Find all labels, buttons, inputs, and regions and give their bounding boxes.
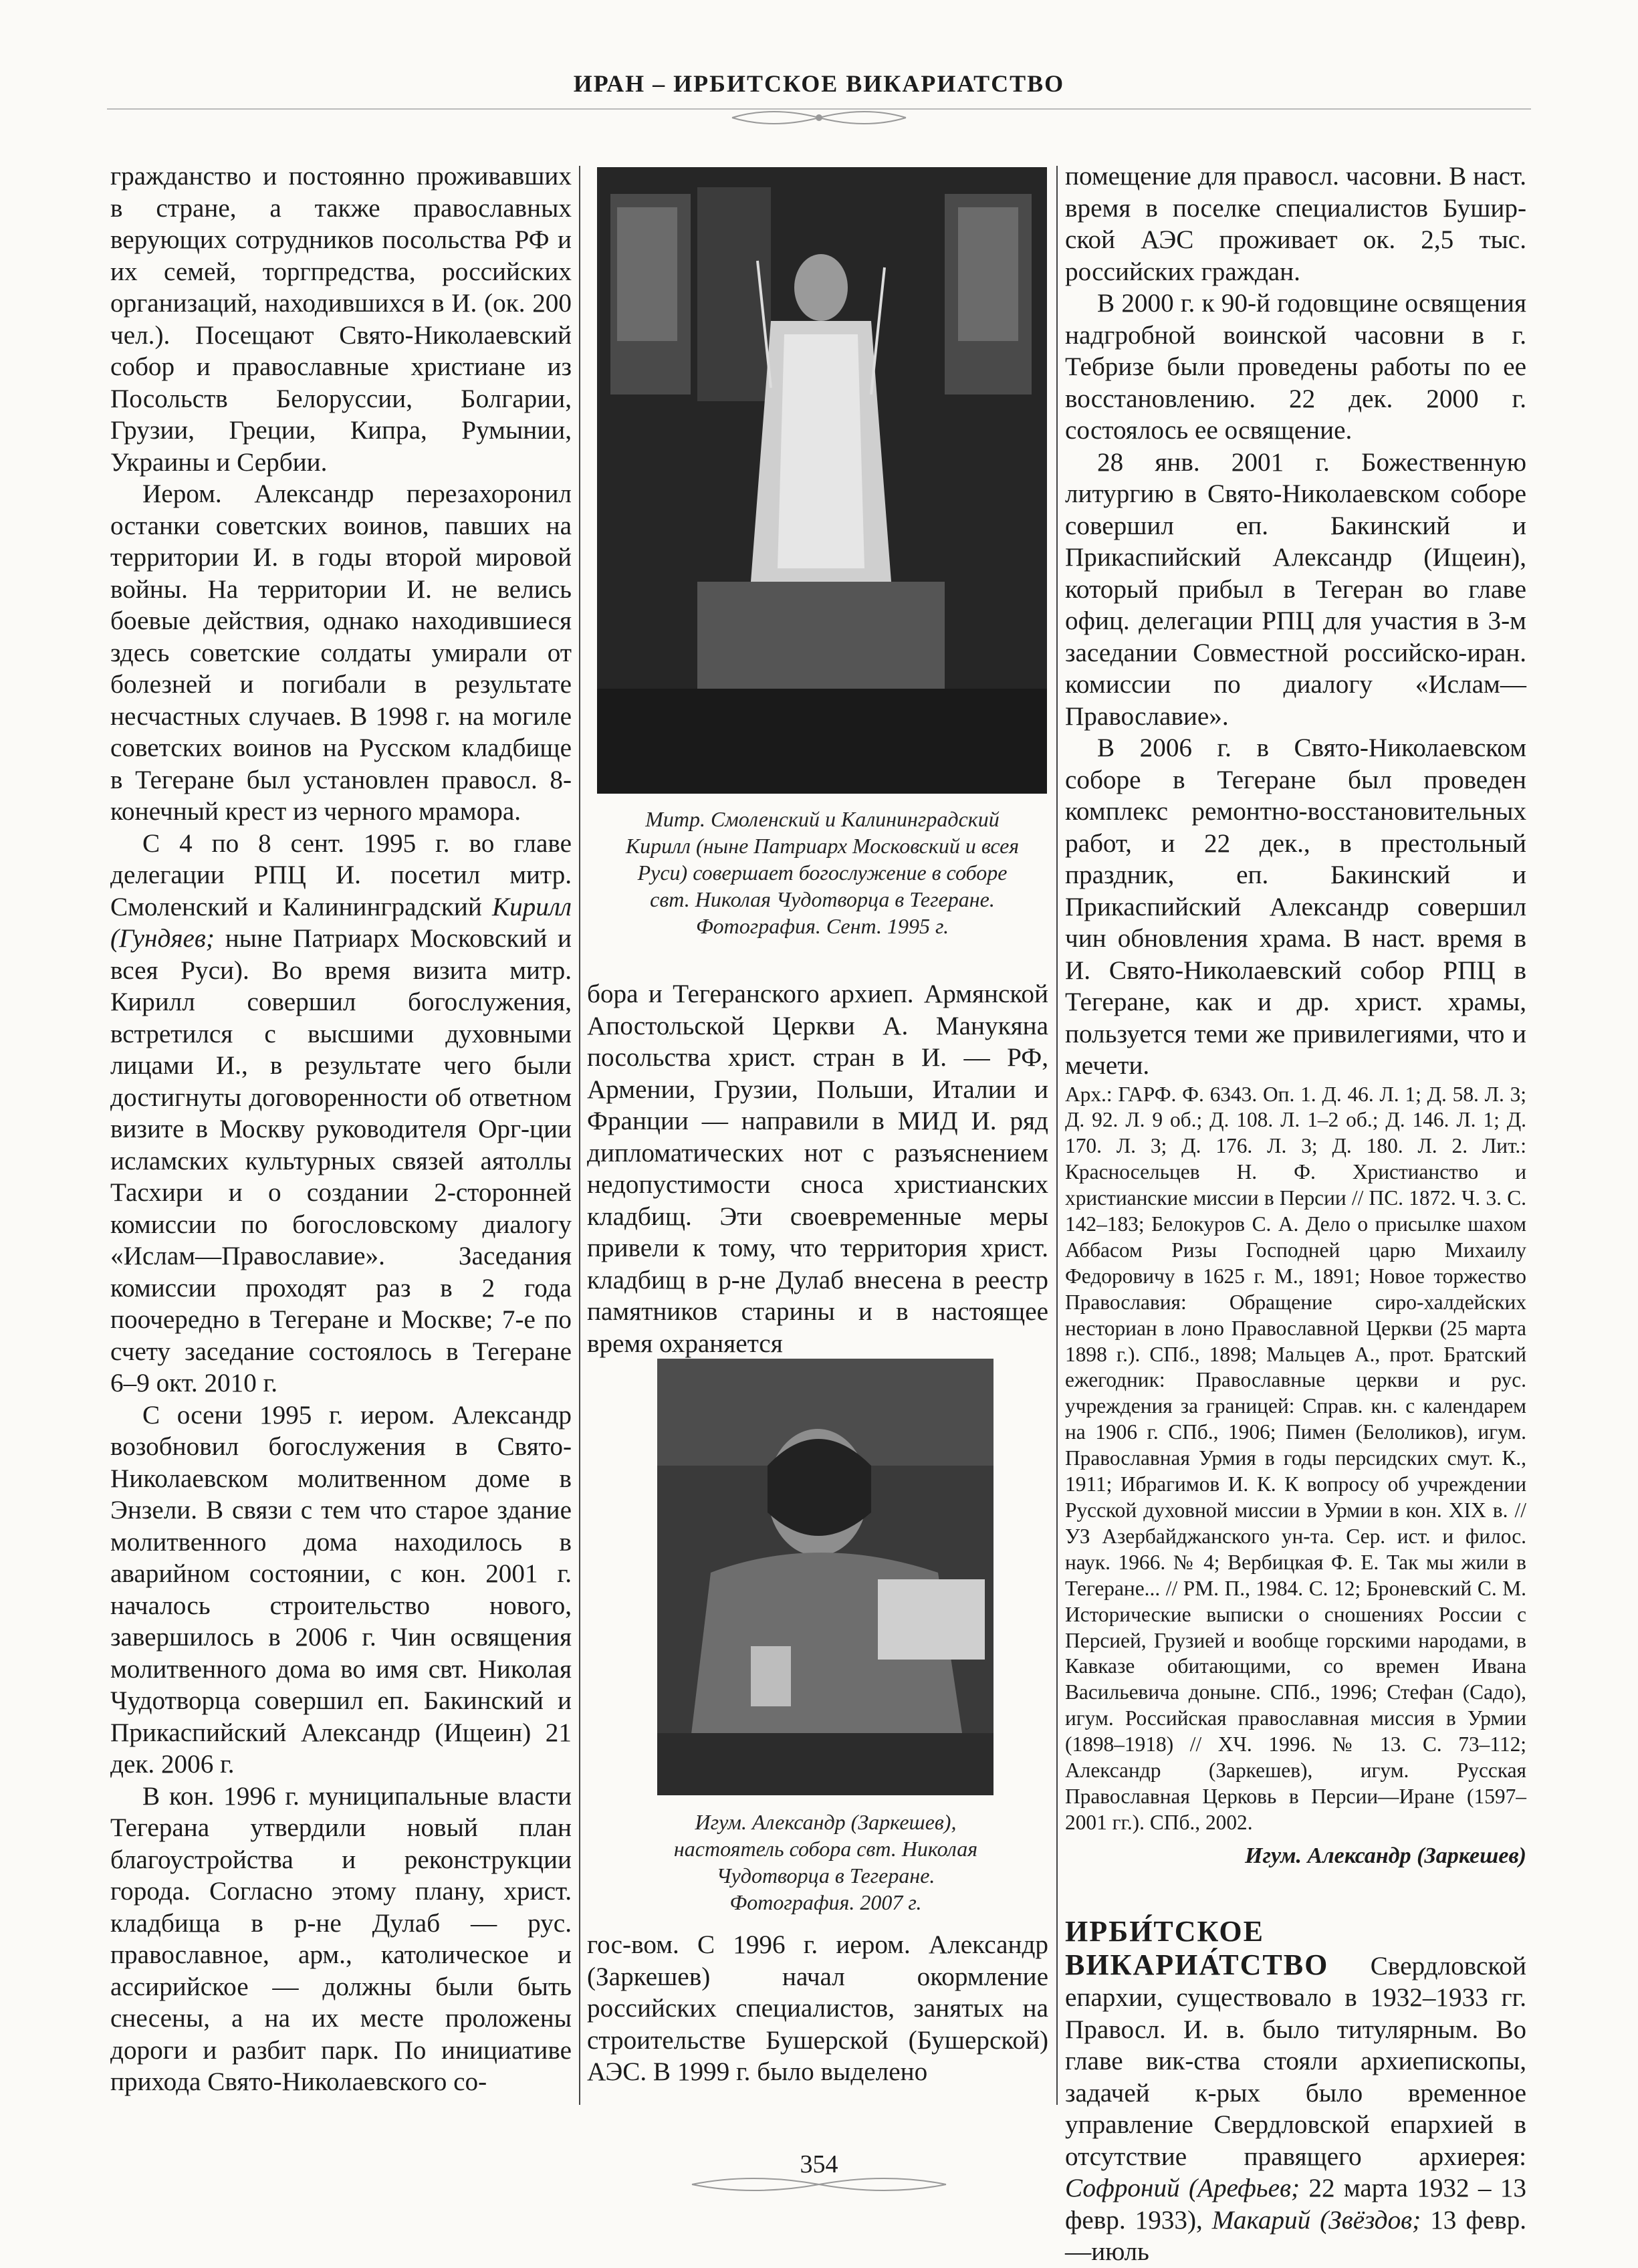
photo-caption: Игум. Александр (Заркешев), настоятель собора свт. Николая Чудотворца в Тегеране. Фотография. 2007 г. <box>673 1810 978 1914</box>
column-right <box>1065 160 1526 2268</box>
column-middle-lower <box>587 1929 1048 2088</box>
paragraph: В 2006 г. в Свято-Николаевском соборе в Тегеране был проведен комплекс ремонтно-восстановительных работ, и 22 дек., в престольный праздник, еп. Бакинский и Прикаспийский Александр совершил чин обновления храма. В наст. время в И. Свято-Николаевский собор РПЦ в Тегеране, как и др. христ. храмы, пользуется теми же привилегиями, что и мечети. <box>1065 733 1526 1080</box>
header-ornament <box>725 104 913 131</box>
paragraph: 28 янв. 2001 г. Божественную литургию в Свято-Николаевском соборе совершил еп. Бакинский и Прикаспийский Александр (Ищеин), который прибыл в Тегеран во главе офиц. делегации РПЦ для участия в 3-м заседании Совместной российско-иран. комиссии по диалогу «Ислам—Православие». <box>1065 447 1526 731</box>
paragraph: С осени 1995 г. иером. Александр возобновил богослужения в Свято-Николаевском молитвенном доме в Энзели. В связи с тем что старое здание молитвенного дома находилось в аварийном состоянии, с кон. 2001 г. началось строительство нового, завершилось в 2006 г. Чин освящения молитвенного дома во имя свт. Николая Чудотворца совершил еп. Бакинский и Прикаспийский Александр (Ищеин) 21 дек. 2006 г. <box>110 1400 572 1779</box>
column-middle-upper <box>587 978 1048 1359</box>
paragraph: Иером. Александр перезахоронил останки советских воинов, павших на территории И. в годы второй мировой войны. На территории И. не велись боевые действия, однако находившиеся здесь советские солдаты умирали от болезней и погибали в результате несчастных случаев. В 1998 г. на могиле советских воинов на Русском кладбище в Тегеране был установлен правосл. 8-конечный крест из черного мрамора. <box>110 479 572 826</box>
paragraph: В 2000 г. к 90-й годовщине освящения надгробной воинской часовни в г. Тебризе были проведены работы по ее восстановлению. 22 дек. 2000 г. состоялось ее освящение. <box>1065 289 1526 445</box>
article-irbit: ИРБИ́ТСКОЕ ВИКАРИА́ТСТВО Свердловской епархии, существовало в 1932–1933 гг. Правосл. И. в. было титулярным. Во главе вик-ства стояли архиепископы, задачей к-рых было временное управление Свердловской епархией в отсутствие правящего архиерея: Софроний (Арефьев; 22 марта 1932 – 13 февр. 1933), Макарий (Звёздов; 13 февр.—июль <box>1065 1915 1526 2267</box>
page-number: 354 <box>800 2150 838 2178</box>
paragraph: С 4 по 8 сент. 1995 г. во главе делегации РПЦ И. посетил митр. Смоленский и Калининградский Кирилл (Гундяев; ныне Патриарх Московский и всея Руси). Во время визита митр. Кирилл совершил богослужения, встретился с высшими духовными лицами И., в результате чего были достигнуты договоренности об ответном визите в Москву руководителя Орг-ции исламских культурных связей аятоллы Тасхири и о создании 2-сторонней комиссии по богословскому диалогу «Ислам—Православие». Заседания комиссии проходят раз в 2 года поочередно в Тегеране и Москве; 7-е по счету заседание состоялось в Тегеране 6–9 окт. 2010 г. <box>110 828 572 1397</box>
photo-hegumen-alexander <box>657 1359 993 1795</box>
running-title: ИРАН – ИРБИТСКОЕ ВИКАРИАТСТВО <box>573 70 1065 97</box>
paragraph: В кон. 1996 г. муниципальные власти Тегерана утвердили новый план благоустройства и реконструкции города. Согласно этому плану, христ. кладбища в р-не Дулаб — рус. православное, арм., католическое и ассирийское — должны были быть снесены, а на их месте проложены дороги и разбит парк. По инициативе прихода Свято-Николаевского со- <box>110 1781 572 2096</box>
footer-ornament <box>685 2170 953 2196</box>
author-signature: Игум. Александр (Заркешев) <box>1245 1843 1526 1868</box>
column-rule <box>579 166 580 2105</box>
paragraph: гос-вом. С 1996 г. иером. Александр (Заркешев) начал окормление российских специалистов, занятых на строительстве Бушерской (Бушерской) АЭС. В 1999 г. было выделено <box>587 1930 1048 2086</box>
paragraph: гражданство и постоянно проживавших в стране, а также православных верующих сотрудников посольства РФ и их семей, торгпредства, российских организаций, находившихся в И. (ок. 200 чел.). Посещают Свято-Николаевский собор и православные христиане из Посольств Белоруссии, Болгарии, Грузии, Греции, Кипра, Румынии, Украины и Сербии. <box>110 162 572 477</box>
article-title: ИРБИ́ТСКОЕ ВИКАРИА́ТСТВО <box>1065 1915 1329 1981</box>
bibliography: Арх.: ГАРФ. Ф. 6343. Оп. 1. Д. 46. Л. 1; Д. 58. Л. 3; Д. 92. Л. 9 об.; Д. 108. Л. 1–2 об.; Д. 146. Л. 1; Д. 170. Л. 3; Д. 176. Л. 3; Д. 180. Л. 2. Лит.: Красносельцев Н. Ф. Христианство и христианские миссии в Персии // ПС. 1872. Ч. 3. С. 142–183; Белокуров С. А. Дело о присылке шахом Аббасом Ризы Господней царю Михаилу Федоровичу в 1625 г. М., 1891; Новое торжество Православия: Обращение сиро-халдейских несториан в лоно Православной Церкви (25 марта 1898 г.). СПб., 1898; Мальцев А., прот. Братский ежегодник: Православные церкви и рус. учреждения за границей: Справ. кн. с календарем на 1906 г. СПб., 1906; Пимен (Белоликов), игум. Православная Урмия в годы персидских смут. К., 1911; Ибрагимов И. К. К вопросу об учреждении Русской духовной миссии в Урмии в кон. XIX в. // УЗ Азербайджанского ун-та. Сер. ист. и филос. наук. 1966. № 4; Вербицкая Ф. Е. Так мы жили в Тегеране... // РМ. П., 1984. С. 12; Броневский С. М. Исторические выписки о сношениях России с Персией, Грузией и вообще горскими народами, в Кавказе обитающими, со времен Ивана Васильевича доныне. СПб., 1996; Стефан (Садо), игум. Российская православная миссия в Урмии (1898–1918) // ХЧ. 1996. № 13. С. 73–112; Александр (Заркешев), игум. Русская Православная Церковь в Персии—Иране (1597–2001 гг.). СПб., 2002. <box>1065 1082 1526 1834</box>
photo-metropolitan-kirill <box>597 167 1047 794</box>
column-rule <box>1056 166 1058 2105</box>
column-left <box>110 160 572 2098</box>
photo-caption: Митр. Смоленский и Калининградский Кирилл (ныне Патриарх Московский и всея Руси) совершает богослужение в соборе свт. Николая Чудотворца в Тегеране. Фотография. Сент. 1995 г. <box>625 807 1020 938</box>
paragraph: бора и Тегеранского архиеп. Армянской Апостольской Церкви А. Манукяна посольства христ. стран в И. — РФ, Армении, Грузии, Польши, Италии и Франции — направили в МИД И. ряд дипломатических нот с разъяснением недопустимости сноса христианских кладбищ. Эти своевременные меры привели к тому, что территория христ. кладбищ в р-не Дулаб внесена в реестр памятников старины и в настоящее время охраняется <box>587 980 1048 1358</box>
paragraph: помещение для правосл. часовни. В наст. время в поселке специалистов Буширской АЭС проживает ок. 2,5 тыс. российских граждан. <box>1065 162 1526 286</box>
